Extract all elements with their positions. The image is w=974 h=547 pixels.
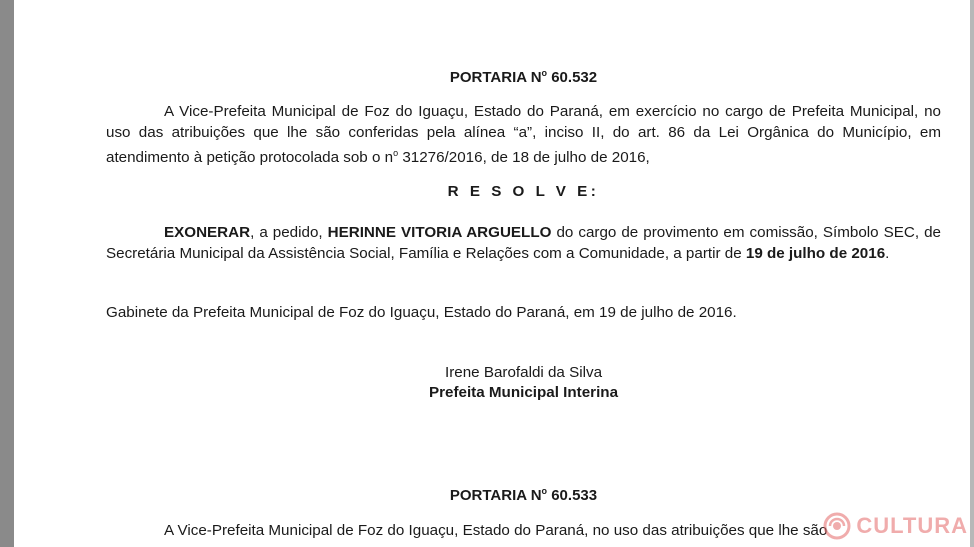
- right-edge-bar: [970, 0, 974, 547]
- portaria-2-title-prefix: PORTARIA N: [449, 487, 542, 504]
- portaria-1-action-end: .: [885, 245, 890, 262]
- portaria-1-action: [106, 222, 941, 264]
- portaria-2-title-sup: o: [541, 486, 548, 496]
- portaria-1-intro: [106, 101, 941, 168]
- portaria-1-person: HERINNE VITORIA ARGUELLO: [327, 224, 552, 241]
- portaria-1-action-verb: EXONERAR: [164, 224, 251, 241]
- portaria-1-signer-name: Irene Barofaldi da Silva: [444, 364, 603, 381]
- portaria-1-effective-date: 19 de julho de 2016: [745, 245, 886, 262]
- portaria-1-number: 60.532: [551, 69, 598, 86]
- portaria-1-intro-protocol: 31276/2016, de 18 de julho de 2016,: [398, 149, 650, 166]
- portaria-1-action-text-a: , a pedido,: [250, 224, 328, 241]
- portaria-1-intro-sup: o: [393, 148, 399, 158]
- portaria-1-signer-role: Prefeita Municipal Interina: [428, 384, 619, 401]
- left-edge-bar: [0, 0, 14, 547]
- portaria-1-closing: Gabinete da Prefeita Municipal de Foz do Iguaçu, Estado do Paraná, em 19 de julho de 2016.: [106, 304, 737, 321]
- portaria-1-title: [106, 63, 941, 88]
- watermark-text: CULTURA: [856, 513, 968, 538]
- portaria-2-intro: [106, 520, 941, 541]
- radio-wave-icon: [823, 512, 851, 540]
- portaria-2-number: 60.533: [551, 487, 598, 504]
- portaria-1-title-prefix: PORTARIA N: [449, 69, 542, 86]
- portaria-1-action-text-b: do cargo de provimento em comissão, Símbolo SEC, de Secretária Municipal da Assistência Social, Família e Relações com a Comunidade, a partir de: [106, 224, 941, 262]
- portaria-2-intro-text: A Vice-Prefeita Municipal de Foz do Iguaçu, Estado do Paraná, no uso das atribuições que lhe são: [164, 522, 828, 539]
- cultura-watermark: [823, 512, 968, 540]
- portaria-1-intro-text: A Vice-Prefeita Municipal de Foz do Iguaçu, Estado do Paraná, em exercício no cargo de Prefeita Municipal, no uso das atribuições que lhe são conferidas pela alínea “a”, inciso II, do art. 86 da Lei Orgânica do Município, em atendimento à petição protocolada sob o n: [106, 103, 941, 166]
- portaria-1-title-sup: o: [541, 68, 548, 78]
- portaria-1-resolve: R E S O L V E:: [447, 183, 600, 200]
- portaria-2-title: [106, 481, 941, 506]
